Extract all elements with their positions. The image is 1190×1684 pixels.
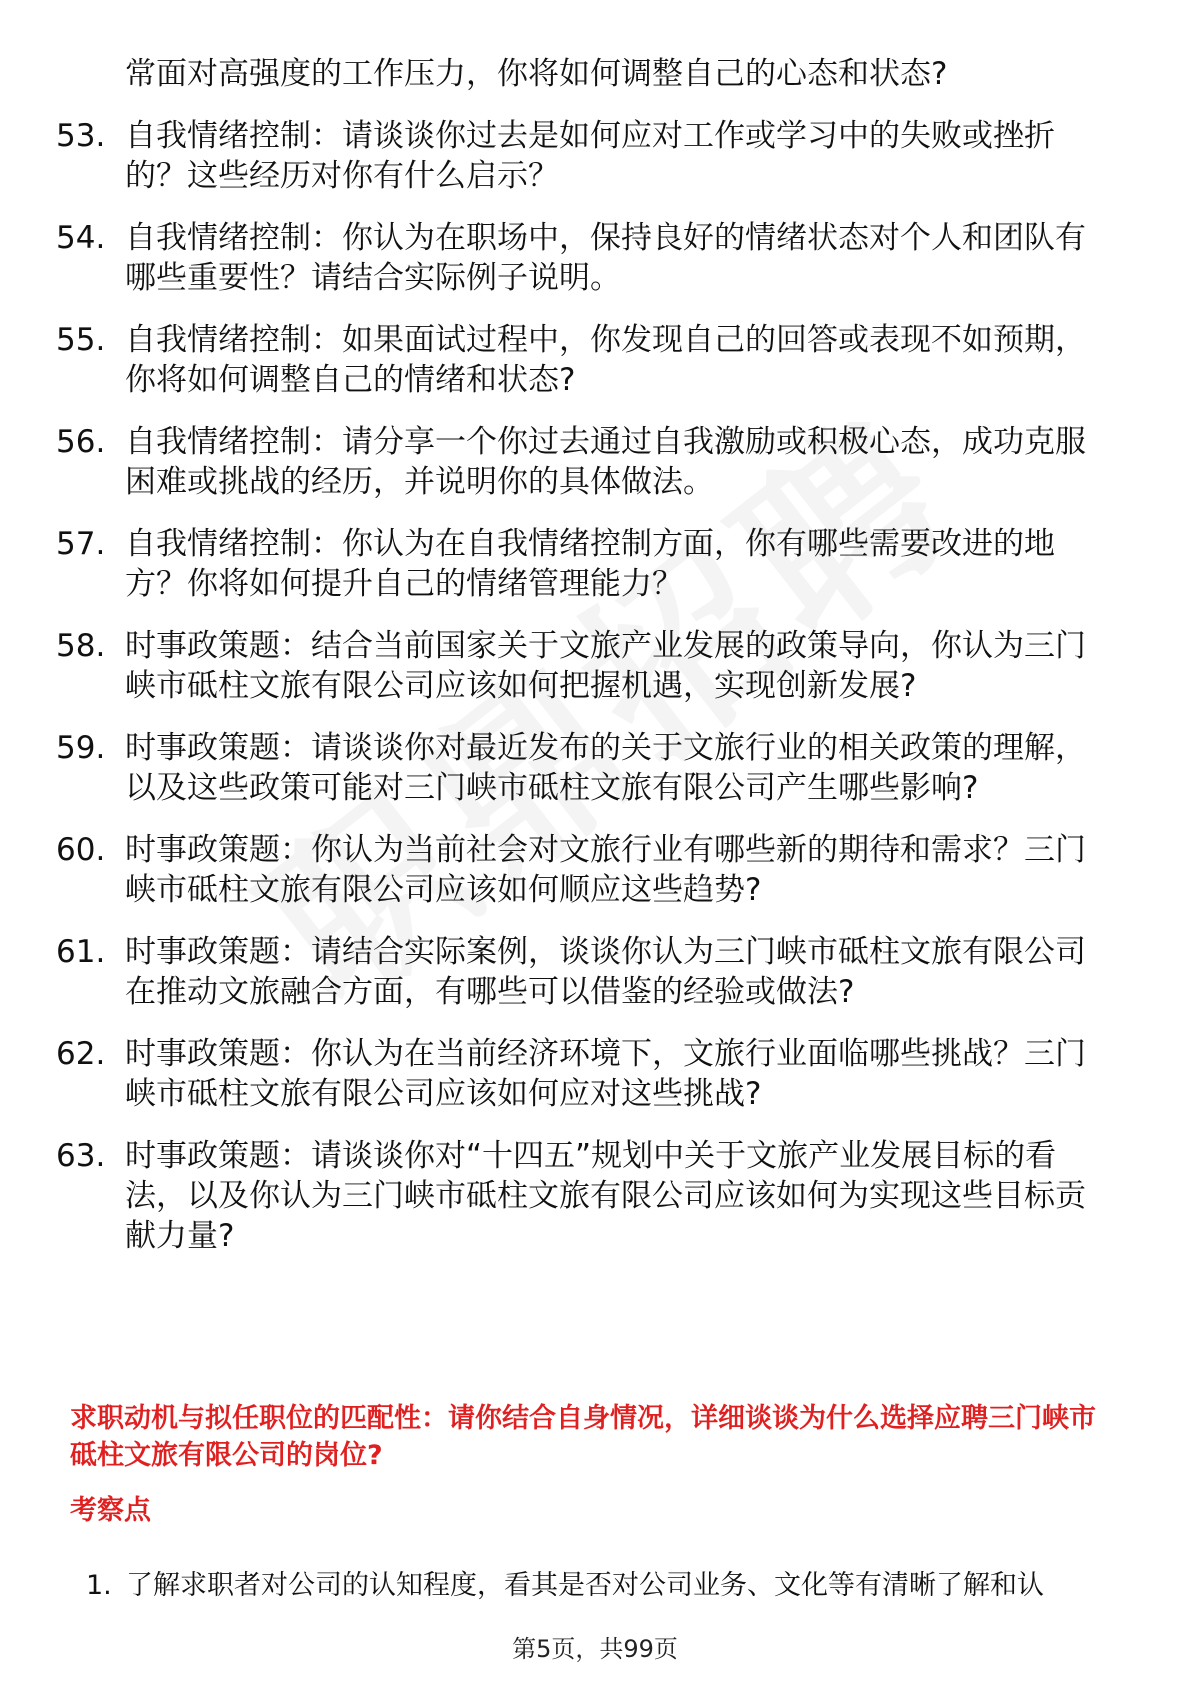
question-item	[56, 218, 1116, 298]
question-item	[56, 1136, 1116, 1256]
question-text: 时事政策题：请结合实际案例，谈谈你认为三门峡市砥柱文旅有限公司在推动文旅融合方面，有哪些可以借鉴的经验或做法?	[125, 934, 1086, 1010]
question-text: 时事政策题：你认为在当前经济环境下，文旅行业面临哪些挑战？三门峡市砥柱文旅有限公司应该如何应对这些挑战?	[125, 1036, 1086, 1112]
question-text: 时事政策题：你认为当前社会对文旅行业有哪些新的期待和需求？三门峡市砥柱文旅有限公司应该如何顺应这些趋势?	[125, 832, 1086, 908]
question-item	[56, 728, 1116, 808]
question-text: 时事政策题：请谈谈你对最近发布的关于文旅行业的相关政策的理解，以及这些政策可能对三门峡市砥柱文旅有限公司产生哪些影响?	[125, 730, 1086, 806]
question-item	[56, 524, 1116, 604]
section-heading: 求职动机与拟任职位的匹配性：请你结合自身情况，详细谈谈为什么选择应聘三门峡市砥柱文旅有限公司的岗位?	[70, 1403, 1096, 1471]
question-number: 58.	[56, 628, 106, 664]
question-item	[56, 1034, 1116, 1114]
question-list	[56, 116, 1116, 1278]
assessment-point	[86, 1568, 1126, 1604]
question-item	[56, 932, 1116, 1012]
question-continuation: 常面对高强度的工作压力，你将如何调整自己的心态和状态?	[125, 56, 948, 92]
question-number: 56.	[56, 424, 106, 460]
question-number: 57.	[56, 526, 106, 562]
question-number: 59.	[56, 730, 106, 766]
question-item	[56, 830, 1116, 910]
question-text: 自我情绪控制：请分享一个你过去通过自我激励或积极心态，成功克服困难或挑战的经历，并说明你的具体做法。	[125, 424, 1086, 500]
question-text: 时事政策题：请谈谈你对“十四五”规划中关于文旅产业发展目标的看法，以及你认为三门峡市砥柱文旅有限公司应该如何为实现这些目标贡献力量?	[125, 1138, 1086, 1254]
question-text: 自我情绪控制：你认为在自我情绪控制方面，你有哪些需要改进的地方？你将如何提升自己的情绪管理能力？	[125, 526, 1055, 602]
question-item	[56, 626, 1116, 706]
point-number: 1.	[86, 1570, 112, 1601]
question-number: 55.	[56, 322, 106, 358]
question-item	[56, 422, 1116, 502]
page-footer: 第5页，共99页	[512, 1635, 678, 1663]
section-subtitle: 考察点	[70, 1495, 151, 1526]
point-text: 了解求职者对公司的认知程度，看其是否对公司业务、文化等有清晰了解和认	[126, 1570, 1044, 1601]
question-text: 自我情绪控制：如果面试过程中，你发现自己的回答或表现不如预期，你将如何调整自己的情绪和状态?	[125, 322, 1086, 398]
question-text: 自我情绪控制：请谈谈你过去是如何应对工作或学习中的失败或挫折的？这些经历对你有什么启示？	[125, 118, 1055, 194]
question-number: 60.	[56, 832, 106, 868]
question-number: 53.	[56, 118, 106, 154]
question-text: 时事政策题：结合当前国家关于文旅产业发展的政策导向，你认为三门峡市砥柱文旅有限公司应该如何把握机遇，实现创新发展?	[125, 628, 1086, 704]
question-text: 自我情绪控制：你认为在职场中，保持良好的情绪状态对个人和团队有哪些重要性？请结合实际例子说明。	[125, 220, 1086, 296]
question-number: 61.	[56, 934, 106, 970]
question-item	[56, 116, 1116, 196]
question-number: 63.	[56, 1138, 106, 1174]
question-number: 62.	[56, 1036, 106, 1072]
question-number: 54.	[56, 220, 106, 256]
question-item	[56, 320, 1116, 400]
